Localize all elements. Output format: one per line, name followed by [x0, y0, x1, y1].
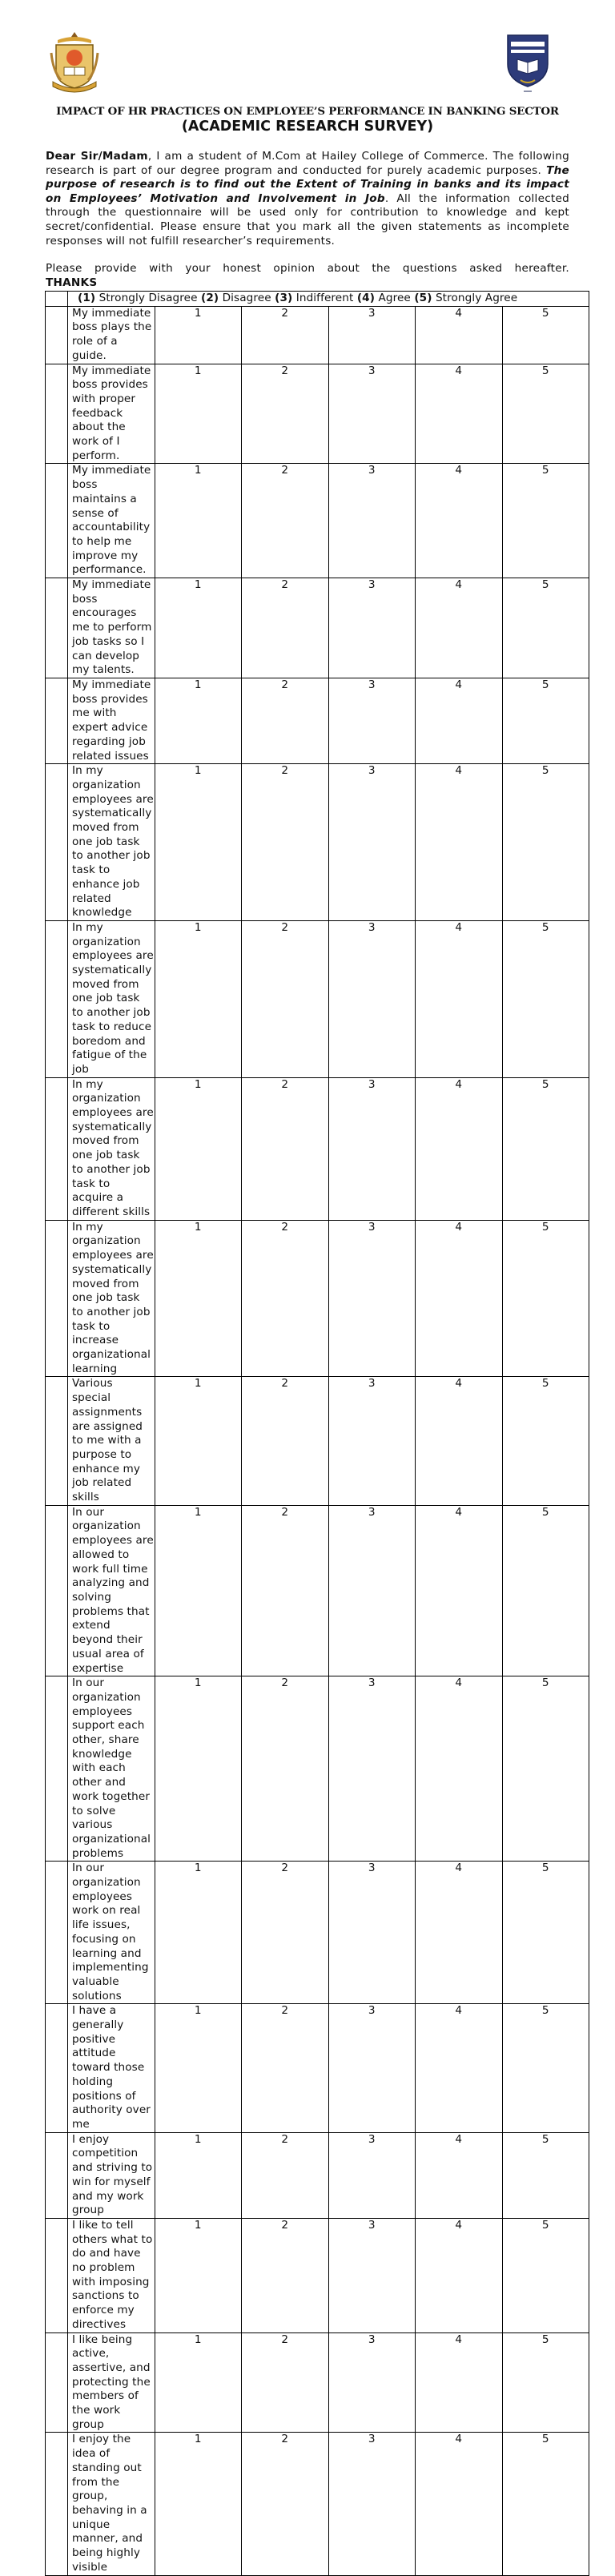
document-title: IMPACT OF HR PRACTICES ON EMPLOYEE’S PERFORMANCE IN BANKING SECTOR: [56, 105, 559, 118]
rating-option[interactable]: 3: [328, 1220, 416, 1377]
rating-option[interactable]: 3: [328, 1676, 416, 1862]
row-number-cell: [46, 364, 68, 464]
rating-option[interactable]: 5: [502, 578, 589, 678]
survey-row: [46, 1220, 589, 1377]
scale-number: (1): [78, 292, 96, 304]
rating-option[interactable]: 1: [155, 2004, 242, 2132]
row-number-cell: [46, 306, 68, 364]
question-text: In our organization employees work on real life issues, focusing on learning and implementing valuable solutions: [68, 1862, 155, 2004]
rating-option[interactable]: 2: [242, 2218, 329, 2332]
rating-option[interactable]: 1: [155, 1505, 242, 1676]
question-text: I like to tell others what to do and have no problem with imposing sanctions to enforce my directives: [68, 2218, 155, 2332]
rating-option[interactable]: 1: [155, 920, 242, 1077]
intro-text-1: , I am a student of M.Com at Hailey College of Commerce. The following research is part of our degree program and conducted for purely academic purposes.: [46, 150, 569, 177]
rating-option[interactable]: 4: [416, 364, 503, 464]
instructions-block: [46, 262, 569, 290]
college-shield-logo: [503, 30, 553, 95]
survey-row: [46, 1505, 589, 1676]
scale-number: (5): [414, 292, 432, 304]
rating-option[interactable]: 2: [242, 2004, 329, 2132]
survey-row: [46, 2004, 589, 2132]
row-number-cell: [46, 1862, 68, 2004]
row-number-cell: [46, 2433, 68, 2575]
rating-option[interactable]: 1: [155, 1220, 242, 1377]
survey-row: [46, 2433, 589, 2575]
survey-row: [46, 2332, 589, 2433]
rating-option[interactable]: 2: [242, 678, 329, 763]
survey-row: [46, 1077, 589, 1220]
scale-label: Agree: [378, 292, 411, 304]
rating-option[interactable]: 2: [242, 920, 329, 1077]
rating-option[interactable]: 5: [502, 2004, 589, 2132]
rating-option[interactable]: 1: [155, 764, 242, 921]
rating-option[interactable]: 3: [328, 678, 416, 763]
row-number-cell: [46, 1077, 68, 1220]
rating-option[interactable]: 1: [155, 2433, 242, 2575]
rating-option[interactable]: 4: [416, 2332, 503, 2433]
row-number-cell: [46, 578, 68, 678]
row-number-cell: [46, 2332, 68, 2433]
scale-label: Indifferent: [295, 292, 354, 304]
rating-option[interactable]: 2: [242, 364, 329, 464]
survey-row: [46, 306, 589, 364]
rating-option[interactable]: 5: [502, 1377, 589, 1505]
rating-option[interactable]: 2: [242, 2132, 329, 2218]
question-text: I like being active, assertive, and protecting the members of the work group: [68, 2332, 155, 2433]
survey-row: [46, 1676, 589, 1862]
rating-option[interactable]: 1: [155, 364, 242, 464]
rating-option[interactable]: 2: [242, 1377, 329, 1505]
rating-option[interactable]: 5: [502, 920, 589, 1077]
rating-option[interactable]: 5: [502, 2132, 589, 2218]
rating-option[interactable]: 1: [155, 578, 242, 678]
rating-option[interactable]: 5: [502, 2218, 589, 2332]
thanks-text: THANKS: [46, 276, 98, 289]
row-number-cell: [46, 1505, 68, 1676]
rating-option[interactable]: 4: [416, 678, 503, 763]
rating-option[interactable]: 5: [502, 364, 589, 464]
rating-option[interactable]: 3: [328, 2004, 416, 2132]
document-subtitle: (ACADEMIC RESEARCH SURVEY): [181, 119, 434, 135]
rating-option[interactable]: 5: [502, 464, 589, 578]
rating-option[interactable]: 4: [416, 2433, 503, 2575]
rating-option[interactable]: 3: [328, 1505, 416, 1676]
rating-option[interactable]: 2: [242, 464, 329, 578]
rating-option[interactable]: 3: [328, 764, 416, 921]
rating-option[interactable]: 5: [502, 1077, 589, 1220]
rating-option[interactable]: 1: [155, 678, 242, 763]
instruction-text: Please provide with your honest opinion about the questions asked hereafter.: [46, 262, 569, 275]
rating-option[interactable]: 3: [328, 2132, 416, 2218]
rating-option[interactable]: 1: [155, 2332, 242, 2433]
university-crest-logo: [48, 30, 101, 95]
rating-option[interactable]: 2: [242, 1077, 329, 1220]
rating-option[interactable]: 3: [328, 306, 416, 364]
rating-option[interactable]: 2: [242, 1220, 329, 1377]
survey-row: [46, 920, 589, 1077]
survey-row: [46, 364, 589, 464]
rating-option[interactable]: 1: [155, 306, 242, 364]
rating-option[interactable]: 4: [416, 920, 503, 1077]
rating-option[interactable]: 4: [416, 2132, 503, 2218]
rating-option[interactable]: 3: [328, 364, 416, 464]
survey-row: [46, 578, 589, 678]
research-purpose: The purpose of research is to find out the Extent of Training in banks and its impact on Employees’ Motivation and Involvement in Job: [46, 163, 569, 205]
row-number-cell: [46, 678, 68, 763]
scale-number: (4): [356, 292, 376, 304]
scale-label: Strongly Agree: [435, 292, 518, 304]
rating-option[interactable]: 1: [155, 1862, 242, 2004]
rating-option[interactable]: 1: [155, 1377, 242, 1505]
question-text: I enjoy competition and striving to win for myself and my work group: [68, 2132, 155, 2218]
question-text: My immediate boss provides me with expert advice regarding job related issues: [68, 678, 155, 763]
rating-option[interactable]: 1: [155, 2132, 242, 2218]
rating-option[interactable]: 2: [242, 578, 329, 678]
question-text: In our organization employees are allowed to work full time analyzing and solving problems that extend beyond their usual area of expertise: [68, 1505, 155, 1676]
rating-option[interactable]: 4: [416, 578, 503, 678]
rating-option[interactable]: 5: [502, 306, 589, 364]
intro-text-2: . All the information collected through the questionnaire will be used only for contribution to knowledge and kept secret/confidential. Please ensure that you mark all the given statements as incomplete responses will not fulfill researcher’s requirements.: [46, 191, 569, 248]
rating-option[interactable]: 4: [416, 1377, 503, 1505]
rating-option[interactable]: 4: [416, 1220, 503, 1377]
question-text: My immediate boss maintains a sense of accountability to help me improve my performance.: [68, 464, 155, 578]
question-text: My immediate boss encourages me to perform job tasks so I can develop my talents.: [68, 578, 155, 678]
scale-number: (3): [275, 292, 293, 304]
question-text: In my organization employees are systematically moved from one job task to another job task to acquire a different skills: [68, 1077, 155, 1220]
rating-option[interactable]: 3: [328, 2332, 416, 2433]
rating-option[interactable]: 2: [242, 306, 329, 364]
survey-row: [46, 764, 589, 921]
rating-option[interactable]: 3: [328, 2433, 416, 2575]
survey-row: [46, 464, 589, 578]
question-text: In our organization employees support each other, share knowledge with each other and work together to solve various organizational problems: [68, 1676, 155, 1862]
row-number-cell: [46, 764, 68, 921]
rating-option[interactable]: 5: [502, 678, 589, 763]
rating-option[interactable]: 5: [502, 2332, 589, 2433]
survey-table: [45, 291, 589, 2576]
question-text: My immediate boss plays the role of a guide.: [68, 306, 155, 364]
rating-option[interactable]: 5: [502, 764, 589, 921]
rating-option[interactable]: 2: [242, 2332, 329, 2433]
rating-option[interactable]: 2: [242, 1676, 329, 1862]
rating-option[interactable]: 2: [242, 2433, 329, 2575]
rating-option[interactable]: 2: [242, 1505, 329, 1676]
row-number-cell: [46, 920, 68, 1077]
rating-option[interactable]: 5: [502, 2433, 589, 2575]
survey-row: [46, 678, 589, 763]
scale-legend: [68, 292, 589, 307]
salutation: Dear Sir/Madam: [46, 150, 148, 163]
rating-option[interactable]: 3: [328, 2218, 416, 2332]
rating-option[interactable]: 4: [416, 464, 503, 578]
survey-row: [46, 1862, 589, 2004]
rating-option[interactable]: 3: [328, 1862, 416, 2004]
rating-option[interactable]: 4: [416, 764, 503, 921]
question-text: My immediate boss provides with proper feedback about the work of I perform.: [68, 364, 155, 464]
rating-option[interactable]: 1: [155, 2218, 242, 2332]
rating-option[interactable]: 3: [328, 1077, 416, 1220]
question-text: In my organization employees are systematically moved from one job task to another job task to increase organizational learning: [68, 1220, 155, 1377]
row-number-cell: [46, 1676, 68, 1862]
rating-option[interactable]: 3: [328, 578, 416, 678]
survey-row: [46, 2132, 589, 2218]
rating-option[interactable]: 4: [416, 306, 503, 364]
rating-option[interactable]: 4: [416, 2004, 503, 2132]
scale-number: (2): [201, 292, 219, 304]
question-text: I enjoy the idea of standing out from the group, behaving in a unique manner, and being highly visible: [68, 2433, 155, 2575]
rating-option[interactable]: 4: [416, 1862, 503, 2004]
question-text: In my organization employees are systematically moved from one job task to another job task to reduce boredom and fatigue of the job: [68, 920, 155, 1077]
rating-option[interactable]: 1: [155, 464, 242, 578]
rating-option[interactable]: 4: [416, 1676, 503, 1862]
rating-option[interactable]: 2: [242, 764, 329, 921]
question-text: In my organization employees are systematically moved from one job task to another job task to enhance job related knowledge: [68, 764, 155, 921]
rating-option[interactable]: 3: [328, 920, 416, 1077]
rating-option[interactable]: 4: [416, 1505, 503, 1676]
rating-option[interactable]: 3: [328, 464, 416, 578]
scale-label: Disagree: [222, 292, 271, 304]
row-number-cell: [46, 292, 68, 307]
survey-row: [46, 1377, 589, 1505]
row-number-cell: [46, 2004, 68, 2132]
rating-option[interactable]: 5: [502, 1676, 589, 1862]
scale-label: Strongly Disagree: [98, 292, 198, 304]
rating-option[interactable]: 5: [502, 1862, 589, 2004]
question-text: I have a generally positive attitude toward those holding positions of authority over me: [68, 2004, 155, 2132]
scale-legend-row: [46, 292, 589, 307]
row-number-cell: [46, 2218, 68, 2332]
rating-option[interactable]: 4: [416, 2218, 503, 2332]
row-number-cell: [46, 1220, 68, 1377]
rating-option[interactable]: 5: [502, 1220, 589, 1377]
rating-option[interactable]: 2: [242, 1862, 329, 2004]
rating-option[interactable]: 4: [416, 1077, 503, 1220]
intro-paragraph: [46, 150, 569, 248]
survey-row: [46, 2218, 589, 2332]
question-text: Various special assignments are assigned to me with a purpose to enhance my job related skills: [68, 1377, 155, 1505]
rating-option[interactable]: 3: [328, 1377, 416, 1505]
row-number-cell: [46, 2132, 68, 2218]
row-number-cell: [46, 1377, 68, 1505]
row-number-cell: [46, 464, 68, 578]
rating-option[interactable]: 5: [502, 1505, 589, 1676]
rating-option[interactable]: 1: [155, 1676, 242, 1862]
rating-option[interactable]: 1: [155, 1077, 242, 1220]
